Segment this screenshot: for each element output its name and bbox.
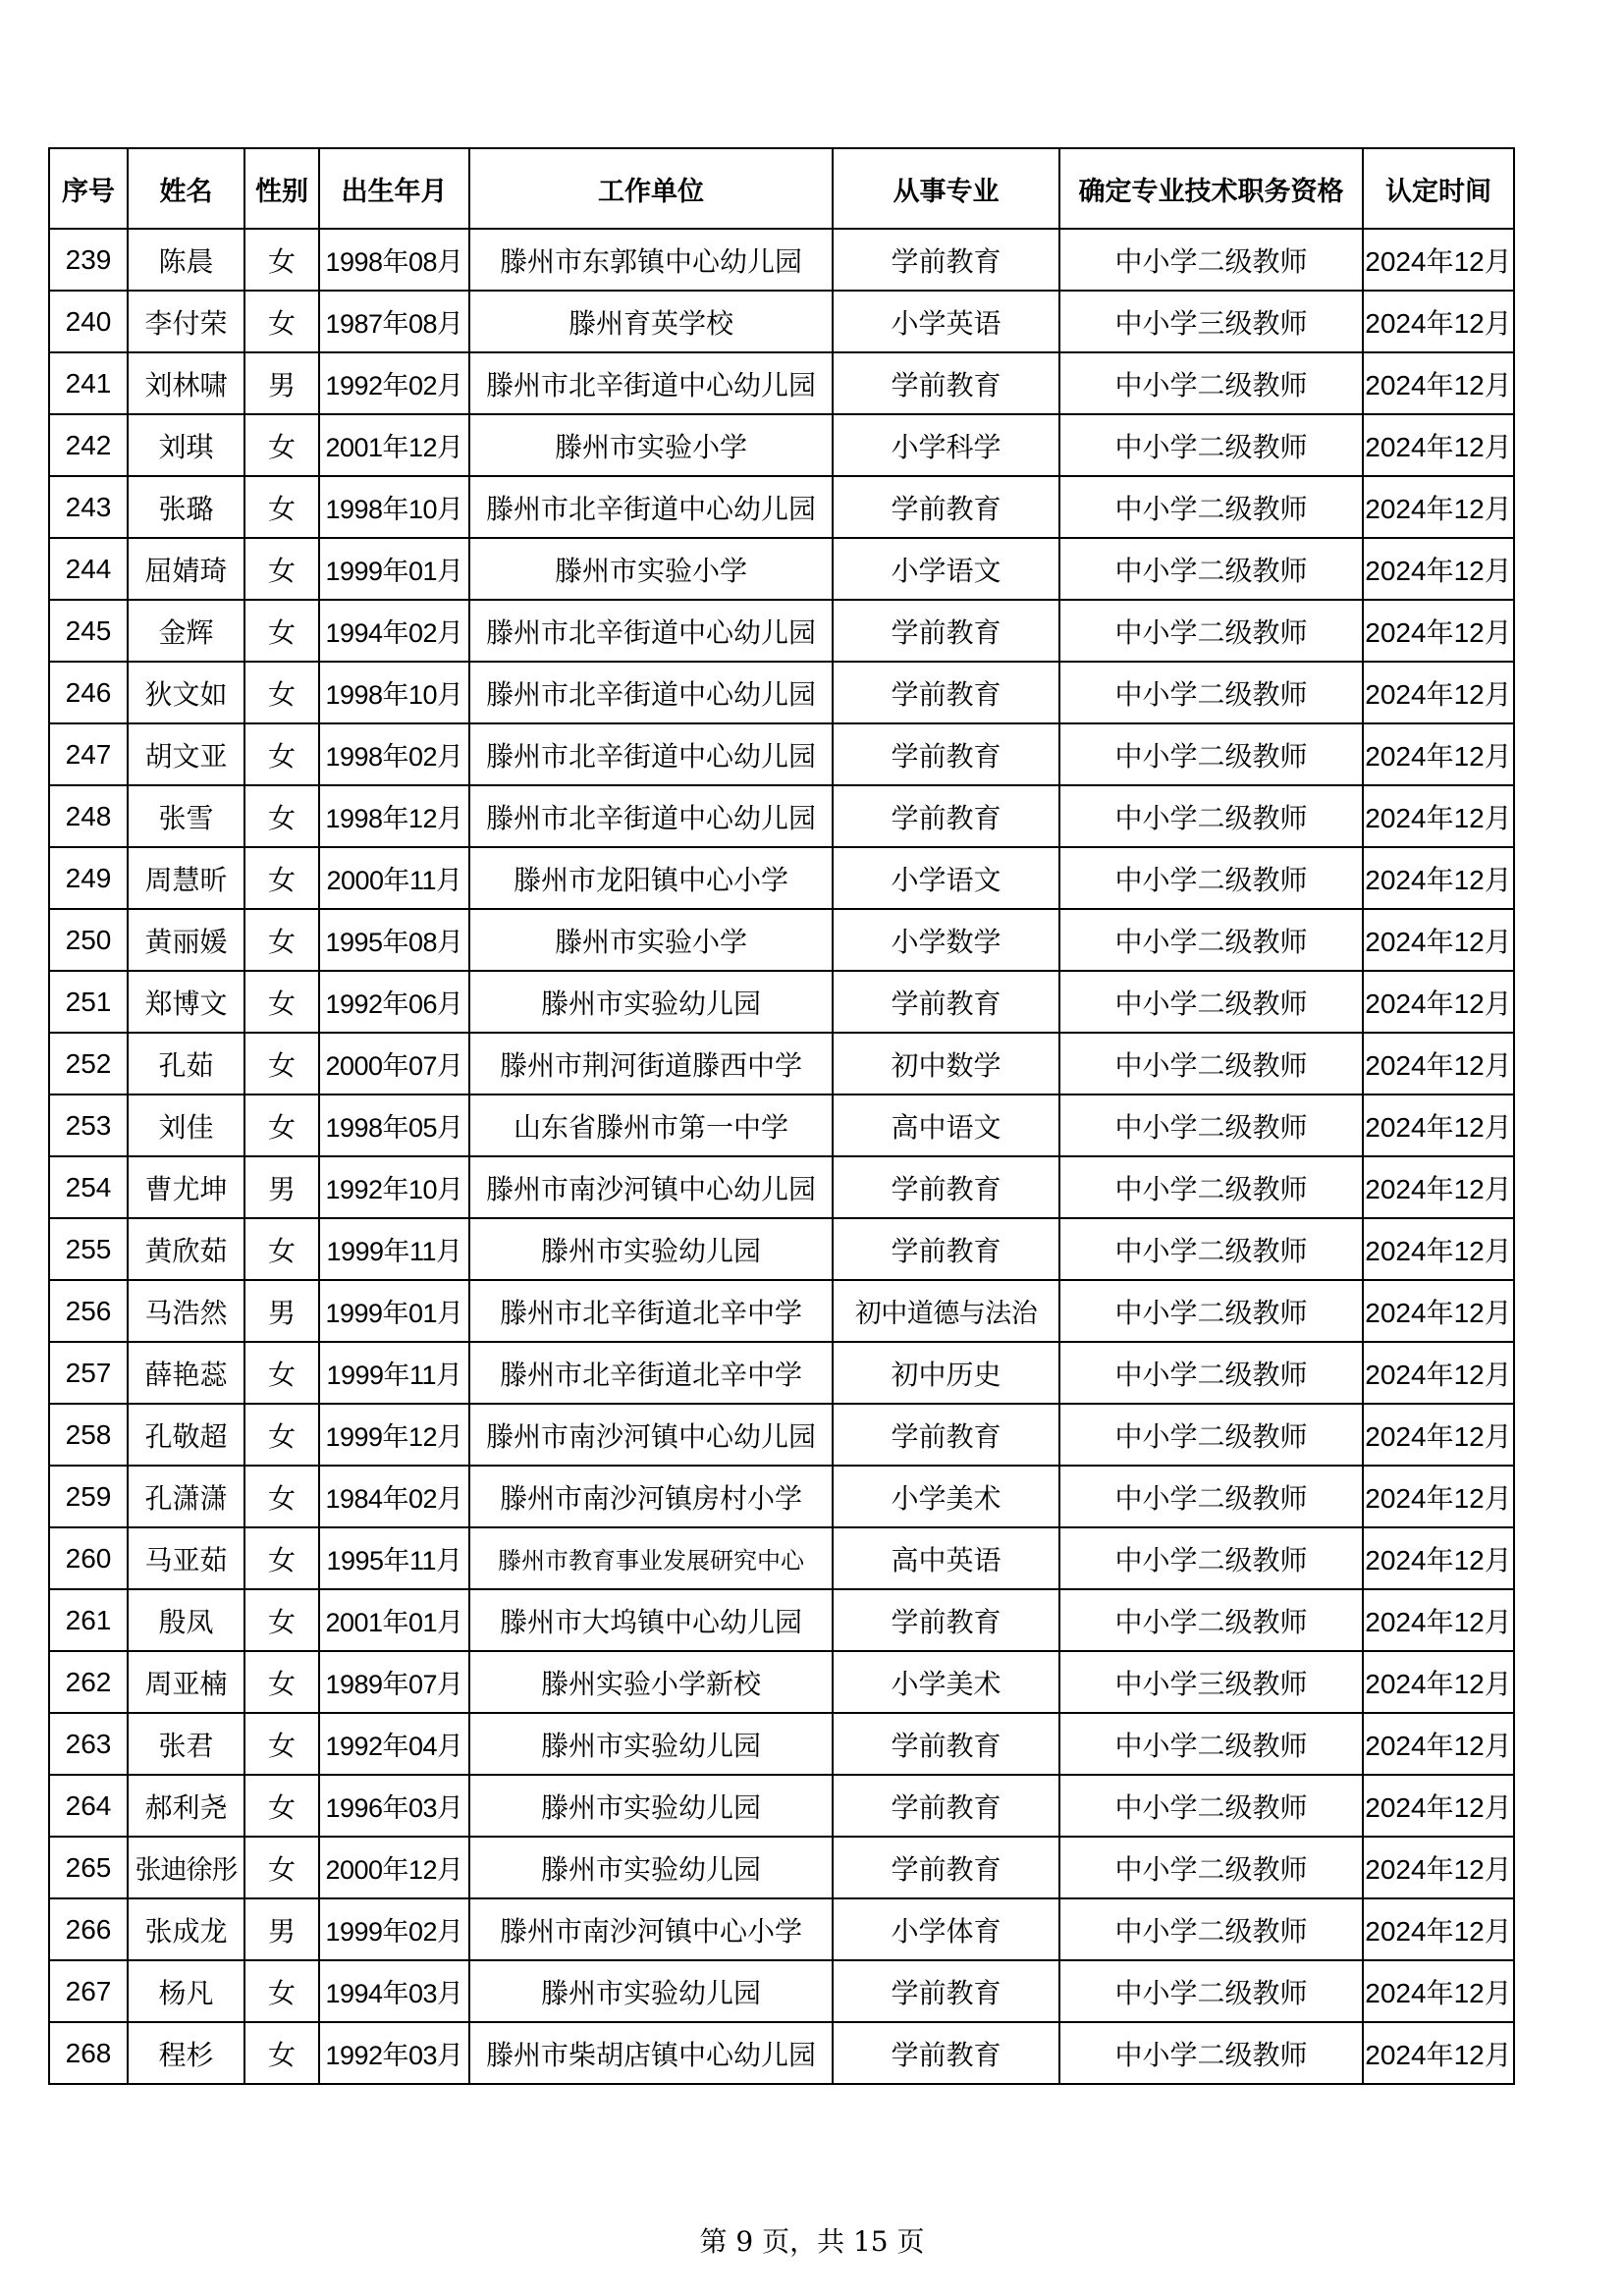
cell-date: 2024年12月 [1363,1775,1514,1837]
cell-birth: 1992年04月 [319,1713,469,1775]
cell-qualification: 中小学二级教师 [1059,414,1363,476]
cell-birth: 2000年12月 [319,1837,469,1898]
cell-qualification: 中小学二级教师 [1059,1898,1363,1960]
cell-gender: 女 [244,1651,319,1713]
cell-qualification: 中小学二级教师 [1059,1033,1363,1095]
cell-major: 学前教育 [833,971,1059,1033]
cell-birth: 1998年08月 [319,229,469,291]
cell-name: 张君 [128,1713,244,1775]
cell-unit: 滕州市柴胡店镇中心幼儿园 [469,2022,833,2084]
cell-unit: 滕州市大坞镇中心幼儿园 [469,1589,833,1651]
cell-name: 张雪 [128,785,244,847]
cell-name: 黄丽媛 [128,909,244,971]
cell-gender: 女 [244,971,319,1033]
cell-gender: 男 [244,1156,319,1218]
cell-unit: 滕州市南沙河镇中心小学 [469,1898,833,1960]
cell-gender: 女 [244,1775,319,1837]
table-row [49,1775,1514,1837]
cell-name: 李付荣 [128,291,244,352]
table-row [49,1218,1514,1280]
table-row [49,662,1514,723]
cell-date: 2024年12月 [1363,1713,1514,1775]
cell-qualification: 中小学二级教师 [1059,1095,1363,1156]
cell-index: 246 [49,662,128,723]
table-row [49,1033,1514,1095]
cell-date: 2024年12月 [1363,1837,1514,1898]
cell-gender: 女 [244,909,319,971]
cell-gender: 女 [244,847,319,909]
table-row [49,2022,1514,2084]
cell-name: 刘琪 [128,414,244,476]
cell-unit: 滕州市北辛街道北辛中学 [469,1280,833,1342]
cell-name: 薛艳蕊 [128,1342,244,1404]
cell-name: 黄欣茹 [128,1218,244,1280]
cell-major: 小学科学 [833,414,1059,476]
cell-date: 2024年12月 [1363,1156,1514,1218]
cell-major: 学前教育 [833,352,1059,414]
page-footer: 第 9 页，共 15 页 [699,2225,925,2258]
cell-date: 2024年12月 [1363,538,1514,600]
cell-index: 254 [49,1156,128,1218]
table-row [49,909,1514,971]
cell-date: 2024年12月 [1363,847,1514,909]
col-header-unit: 工作单位 [469,148,833,229]
cell-qualification: 中小学二级教师 [1059,600,1363,662]
cell-date: 2024年12月 [1363,785,1514,847]
cell-birth: 1999年02月 [319,1898,469,1960]
cell-qualification: 中小学二级教师 [1059,1713,1363,1775]
cell-name: 周慧昕 [128,847,244,909]
cell-gender: 女 [244,1960,319,2022]
col-header-major: 从事专业 [833,148,1059,229]
cell-qualification: 中小学二级教师 [1059,909,1363,971]
cell-major: 学前教育 [833,723,1059,785]
cell-date: 2024年12月 [1363,291,1514,352]
table-row [49,1589,1514,1651]
table-row [49,1095,1514,1156]
col-header-gender: 性别 [244,148,319,229]
cell-qualification: 中小学二级教师 [1059,1404,1363,1466]
cell-unit: 滕州市实验幼儿园 [469,1713,833,1775]
table-row [49,1527,1514,1589]
cell-date: 2024年12月 [1363,1280,1514,1342]
cell-gender: 男 [244,352,319,414]
cell-unit: 滕州市实验幼儿园 [469,1960,833,2022]
cell-gender: 女 [244,229,319,291]
cell-birth: 1992年03月 [319,2022,469,2084]
cell-birth: 1992年06月 [319,971,469,1033]
cell-date: 2024年12月 [1363,352,1514,414]
table-row [49,1651,1514,1713]
table-row [49,785,1514,847]
cell-unit: 滕州市实验幼儿园 [469,971,833,1033]
cell-gender: 男 [244,1280,319,1342]
cell-qualification: 中小学二级教师 [1059,1775,1363,1837]
cell-name: 屈婧琦 [128,538,244,600]
cell-unit: 滕州市南沙河镇房村小学 [469,1466,833,1527]
cell-index: 242 [49,414,128,476]
table-row [49,291,1514,352]
table-row [49,1342,1514,1404]
cell-qualification: 中小学二级教师 [1059,1156,1363,1218]
cell-unit: 滕州育英学校 [469,291,833,352]
cell-name: 孔潇潇 [128,1466,244,1527]
cell-name: 孔敬超 [128,1404,244,1466]
cell-birth: 1999年01月 [319,1280,469,1342]
cell-index: 241 [49,352,128,414]
cell-date: 2024年12月 [1363,909,1514,971]
cell-qualification: 中小学二级教师 [1059,1280,1363,1342]
cell-major: 学前教育 [833,785,1059,847]
cell-major: 学前教育 [833,1713,1059,1775]
col-header-name: 姓名 [128,148,244,229]
personnel-table [48,147,1515,2085]
cell-gender: 女 [244,1527,319,1589]
cell-unit: 滕州市北辛街道中心幼儿园 [469,600,833,662]
cell-name: 郝利尧 [128,1775,244,1837]
cell-major: 学前教育 [833,1218,1059,1280]
cell-unit: 滕州市实验小学 [469,538,833,600]
cell-birth: 1989年07月 [319,1651,469,1713]
cell-name: 张迪徐彤 [128,1837,244,1898]
cell-unit: 滕州市荆河街道滕西中学 [469,1033,833,1095]
cell-date: 2024年12月 [1363,600,1514,662]
cell-birth: 1998年02月 [319,723,469,785]
cell-birth: 2001年12月 [319,414,469,476]
cell-qualification: 中小学二级教师 [1059,476,1363,538]
cell-name: 张成龙 [128,1898,244,1960]
cell-index: 255 [49,1218,128,1280]
cell-birth: 1999年11月 [319,1342,469,1404]
table-body [49,229,1514,2084]
cell-gender: 女 [244,1342,319,1404]
cell-qualification: 中小学二级教师 [1059,1960,1363,2022]
cell-gender: 女 [244,723,319,785]
cell-index: 267 [49,1960,128,2022]
cell-birth: 1999年12月 [319,1404,469,1466]
cell-birth: 1998年10月 [319,476,469,538]
cell-gender: 女 [244,538,319,600]
table-row [49,1898,1514,1960]
cell-major: 学前教育 [833,229,1059,291]
cell-unit: 滕州市北辛街道中心幼儿园 [469,352,833,414]
table-row [49,1404,1514,1466]
cell-name: 狄文如 [128,662,244,723]
cell-index: 258 [49,1404,128,1466]
table-row [49,352,1514,414]
cell-gender: 女 [244,1095,319,1156]
col-header-index: 序号 [49,148,128,229]
cell-qualification: 中小学二级教师 [1059,2022,1363,2084]
cell-index: 259 [49,1466,128,1527]
cell-gender: 男 [244,1898,319,1960]
cell-major: 小学美术 [833,1466,1059,1527]
cell-major: 小学美术 [833,1651,1059,1713]
cell-gender: 女 [244,1466,319,1527]
cell-unit: 滕州实验小学新校 [469,1651,833,1713]
cell-index: 256 [49,1280,128,1342]
table-row [49,229,1514,291]
cell-qualification: 中小学三级教师 [1059,1651,1363,1713]
table-row [49,476,1514,538]
cell-index: 265 [49,1837,128,1898]
cell-unit: 滕州市实验幼儿园 [469,1218,833,1280]
cell-major: 学前教育 [833,600,1059,662]
cell-date: 2024年12月 [1363,2022,1514,2084]
cell-date: 2024年12月 [1363,723,1514,785]
cell-major: 学前教育 [833,1404,1059,1466]
cell-index: 264 [49,1775,128,1837]
table-header-row [49,148,1514,229]
cell-index: 262 [49,1651,128,1713]
cell-index: 244 [49,538,128,600]
col-header-qualification: 确定专业技术职务资格 [1059,148,1363,229]
cell-gender: 女 [244,291,319,352]
cell-gender: 女 [244,476,319,538]
cell-name: 金辉 [128,600,244,662]
cell-date: 2024年12月 [1363,476,1514,538]
cell-birth: 1998年05月 [319,1095,469,1156]
cell-gender: 女 [244,600,319,662]
cell-birth: 1992年02月 [319,352,469,414]
cell-qualification: 中小学二级教师 [1059,538,1363,600]
cell-birth: 1995年08月 [319,909,469,971]
cell-index: 266 [49,1898,128,1960]
cell-name: 孔茹 [128,1033,244,1095]
cell-unit: 滕州市实验小学 [469,414,833,476]
cell-unit: 滕州市北辛街道中心幼儿园 [469,476,833,538]
cell-qualification: 中小学三级教师 [1059,291,1363,352]
cell-qualification: 中小学二级教师 [1059,1342,1363,1404]
col-header-date: 认定时间 [1363,148,1514,229]
cell-index: 249 [49,847,128,909]
cell-gender: 女 [244,2022,319,2084]
cell-date: 2024年12月 [1363,229,1514,291]
cell-unit: 滕州市北辛街道北辛中学 [469,1342,833,1404]
cell-gender: 女 [244,662,319,723]
cell-date: 2024年12月 [1363,1898,1514,1960]
cell-unit: 滕州市实验幼儿园 [469,1837,833,1898]
cell-qualification: 中小学二级教师 [1059,1589,1363,1651]
cell-major: 学前教育 [833,1837,1059,1898]
cell-major: 小学语文 [833,538,1059,600]
cell-name: 胡文亚 [128,723,244,785]
cell-major: 高中语文 [833,1095,1059,1156]
cell-name: 殷凤 [128,1589,244,1651]
cell-qualification: 中小学二级教师 [1059,1527,1363,1589]
cell-birth: 1995年11月 [319,1527,469,1589]
cell-gender: 女 [244,1837,319,1898]
cell-qualification: 中小学二级教师 [1059,229,1363,291]
cell-major: 学前教育 [833,2022,1059,2084]
cell-birth: 1994年02月 [319,600,469,662]
cell-birth: 1994年03月 [319,1960,469,2022]
cell-index: 260 [49,1527,128,1589]
cell-name: 张璐 [128,476,244,538]
cell-major: 初中道德与法治 [833,1280,1059,1342]
cell-qualification: 中小学二级教师 [1059,352,1363,414]
cell-gender: 女 [244,1713,319,1775]
table-row [49,971,1514,1033]
cell-index: 245 [49,600,128,662]
cell-date: 2024年12月 [1363,1527,1514,1589]
cell-unit: 滕州市南沙河镇中心幼儿园 [469,1404,833,1466]
cell-birth: 1999年01月 [319,538,469,600]
cell-major: 学前教育 [833,1156,1059,1218]
cell-index: 247 [49,723,128,785]
cell-index: 252 [49,1033,128,1095]
cell-date: 2024年12月 [1363,414,1514,476]
cell-index: 268 [49,2022,128,2084]
cell-date: 2024年12月 [1363,662,1514,723]
cell-gender: 女 [244,1404,319,1466]
cell-gender: 女 [244,1589,319,1651]
cell-birth: 2001年01月 [319,1589,469,1651]
cell-gender: 女 [244,1033,319,1095]
cell-major: 初中数学 [833,1033,1059,1095]
cell-qualification: 中小学二级教师 [1059,662,1363,723]
cell-qualification: 中小学二级教师 [1059,785,1363,847]
cell-date: 2024年12月 [1363,971,1514,1033]
cell-major: 初中历史 [833,1342,1059,1404]
cell-name: 刘佳 [128,1095,244,1156]
cell-name: 刘林啸 [128,352,244,414]
cell-unit: 滕州市南沙河镇中心幼儿园 [469,1156,833,1218]
cell-unit: 滕州市实验幼儿园 [469,1775,833,1837]
cell-birth: 2000年11月 [319,847,469,909]
table-row [49,847,1514,909]
cell-birth: 1998年12月 [319,785,469,847]
cell-major: 小学语文 [833,847,1059,909]
cell-index: 253 [49,1095,128,1156]
cell-major: 学前教育 [833,662,1059,723]
table-row [49,1713,1514,1775]
table-row [49,723,1514,785]
cell-date: 2024年12月 [1363,1342,1514,1404]
table-row [49,414,1514,476]
cell-qualification: 中小学二级教师 [1059,1837,1363,1898]
cell-major: 小学数学 [833,909,1059,971]
table-row [49,1466,1514,1527]
cell-date: 2024年12月 [1363,1033,1514,1095]
cell-date: 2024年12月 [1363,1466,1514,1527]
cell-unit: 滕州市北辛街道中心幼儿园 [469,662,833,723]
cell-name: 马浩然 [128,1280,244,1342]
cell-name: 马亚茹 [128,1527,244,1589]
cell-name: 郑博文 [128,971,244,1033]
cell-date: 2024年12月 [1363,1404,1514,1466]
cell-date: 2024年12月 [1363,1651,1514,1713]
cell-unit: 滕州市龙阳镇中心小学 [469,847,833,909]
cell-index: 261 [49,1589,128,1651]
cell-name: 杨凡 [128,1960,244,2022]
table-row [49,1960,1514,2022]
cell-index: 248 [49,785,128,847]
cell-qualification: 中小学二级教师 [1059,1466,1363,1527]
cell-unit: 滕州市北辛街道中心幼儿园 [469,723,833,785]
cell-index: 239 [49,229,128,291]
cell-unit: 山东省滕州市第一中学 [469,1095,833,1156]
cell-major: 学前教育 [833,1775,1059,1837]
cell-index: 263 [49,1713,128,1775]
cell-index: 251 [49,971,128,1033]
table-row [49,600,1514,662]
cell-date: 2024年12月 [1363,1960,1514,2022]
table-row [49,538,1514,600]
cell-index: 257 [49,1342,128,1404]
cell-name: 陈晨 [128,229,244,291]
cell-birth: 1999年11月 [319,1218,469,1280]
cell-birth: 1992年10月 [319,1156,469,1218]
cell-major: 学前教育 [833,1589,1059,1651]
cell-birth: 2000年07月 [319,1033,469,1095]
cell-major: 小学英语 [833,291,1059,352]
cell-name: 周亚楠 [128,1651,244,1713]
cell-gender: 女 [244,785,319,847]
cell-birth: 1998年10月 [319,662,469,723]
cell-index: 250 [49,909,128,971]
cell-index: 240 [49,291,128,352]
cell-major: 学前教育 [833,476,1059,538]
cell-qualification: 中小学二级教师 [1059,971,1363,1033]
cell-index: 243 [49,476,128,538]
col-header-birth: 出生年月 [319,148,469,229]
cell-unit: 滕州市东郭镇中心幼儿园 [469,229,833,291]
table-row [49,1280,1514,1342]
cell-major: 小学体育 [833,1898,1059,1960]
cell-gender: 女 [244,1218,319,1280]
table-row [49,1156,1514,1218]
cell-major: 高中英语 [833,1527,1059,1589]
cell-gender: 女 [244,414,319,476]
cell-birth: 1984年02月 [319,1466,469,1527]
table-row [49,1837,1514,1898]
cell-name: 程杉 [128,2022,244,2084]
cell-unit: 滕州市实验小学 [469,909,833,971]
cell-date: 2024年12月 [1363,1095,1514,1156]
cell-birth: 1996年03月 [319,1775,469,1837]
cell-birth: 1987年08月 [319,291,469,352]
cell-qualification: 中小学二级教师 [1059,847,1363,909]
cell-major: 学前教育 [833,1960,1059,2022]
cell-unit: 滕州市北辛街道中心幼儿园 [469,785,833,847]
cell-date: 2024年12月 [1363,1218,1514,1280]
cell-name: 曹尤坤 [128,1156,244,1218]
cell-date: 2024年12月 [1363,1589,1514,1651]
cell-unit: 滕州市教育事业发展研究中心 [469,1527,833,1589]
cell-qualification: 中小学二级教师 [1059,1218,1363,1280]
cell-qualification: 中小学二级教师 [1059,723,1363,785]
